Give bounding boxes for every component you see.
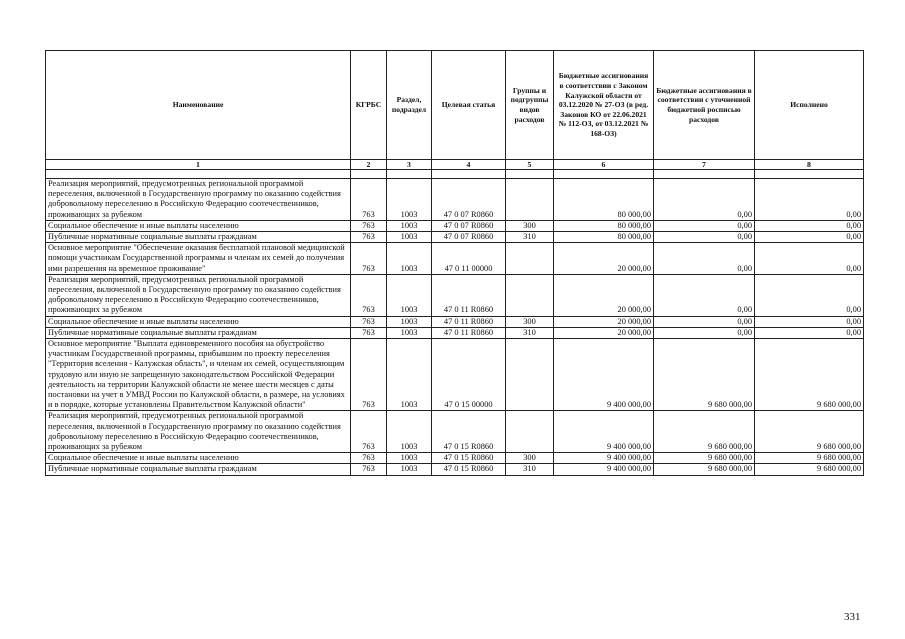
cell-refined: 0,00 [654, 316, 755, 327]
cell-group: 310 [506, 327, 554, 338]
cell-article: 47 0 11 R0860 [432, 327, 506, 338]
cell-section: 1003 [387, 274, 432, 316]
cell-executed: 9 680 000,00 [755, 464, 864, 475]
cell-section: 1003 [387, 327, 432, 338]
cell-executed: 0,00 [755, 316, 864, 327]
table-row [46, 232, 864, 243]
cell-approved: 20 000,00 [554, 316, 654, 327]
header-executed: Исполнено [755, 51, 864, 160]
cell-kgrbs: 763 [351, 411, 387, 453]
header-article: Целевая статья [432, 51, 506, 160]
cell-executed: 9 680 000,00 [755, 453, 864, 464]
cell-kgrbs: 763 [351, 327, 387, 338]
cell-article: 47 0 15 R0860 [432, 464, 506, 475]
cell-section: 1003 [387, 316, 432, 327]
spacer-cell [755, 170, 864, 179]
cell-section: 1003 [387, 243, 432, 275]
cell-refined: 0,00 [654, 220, 755, 231]
cell-group: 310 [506, 232, 554, 243]
spacer-row [46, 170, 864, 179]
cell-article: 47 0 15 R0860 [432, 453, 506, 464]
cell-refined: 9 680 000,00 [654, 453, 755, 464]
cell-name: Социальное обеспечение и иные выплаты населению [46, 453, 351, 464]
cell-kgrbs: 763 [351, 232, 387, 243]
cell-kgrbs: 763 [351, 339, 387, 411]
cell-name: Публичные нормативные социальные выплаты гражданам [46, 327, 351, 338]
page-number: 331 [844, 611, 861, 623]
header-row [46, 51, 864, 160]
cell-refined: 0,00 [654, 232, 755, 243]
cell-article: 47 0 07 R0860 [432, 179, 506, 221]
column-number: 3 [387, 160, 432, 170]
cell-approved: 9 400 000,00 [554, 339, 654, 411]
cell-kgrbs: 763 [351, 243, 387, 275]
column-number: 4 [432, 160, 506, 170]
cell-name: Реализация мероприятий, предусмотренных региональной программой переселения, включенной в Государственную программу по оказанию содействия добровольному переселению в Российскую Федерацию соотечественников, проживающих за рубежом [46, 411, 351, 453]
header-groups: Группы и подгруппы видов расходов [506, 51, 554, 160]
cell-group: 300 [506, 220, 554, 231]
cell-article: 47 0 11 00000 [432, 243, 506, 275]
cell-section: 1003 [387, 339, 432, 411]
spacer-cell [506, 170, 554, 179]
table-row [46, 316, 864, 327]
cell-executed: 9 680 000,00 [755, 411, 864, 453]
cell-executed: 0,00 [755, 232, 864, 243]
cell-approved: 9 400 000,00 [554, 453, 654, 464]
cell-refined: 0,00 [654, 327, 755, 338]
cell-refined: 0,00 [654, 274, 755, 316]
cell-group: 300 [506, 316, 554, 327]
cell-section: 1003 [387, 232, 432, 243]
cell-kgrbs: 763 [351, 274, 387, 316]
cell-article: 47 0 07 R0860 [432, 232, 506, 243]
column-number: 2 [351, 160, 387, 170]
cell-section: 1003 [387, 411, 432, 453]
column-number: 6 [554, 160, 654, 170]
cell-executed: 0,00 [755, 243, 864, 275]
cell-refined: 9 680 000,00 [654, 411, 755, 453]
cell-group: 310 [506, 464, 554, 475]
cell-kgrbs: 763 [351, 179, 387, 221]
cell-name: Реализация мероприятий, предусмотренных региональной программой переселения, включенной в Государственную программу по оказанию содействия добровольному переселению в Российскую Федерацию соотечественников, проживающих за рубежом [46, 179, 351, 221]
column-number-row [46, 160, 864, 170]
cell-article: 47 0 07 R0860 [432, 220, 506, 231]
cell-approved: 20 000,00 [554, 243, 654, 275]
table-row [46, 453, 864, 464]
cell-kgrbs: 763 [351, 316, 387, 327]
cell-article: 47 0 15 R0860 [432, 411, 506, 453]
cell-executed: 0,00 [755, 179, 864, 221]
cell-kgrbs: 763 [351, 464, 387, 475]
cell-name: Социальное обеспечение и иные выплаты населению [46, 316, 351, 327]
cell-approved: 80 000,00 [554, 220, 654, 231]
cell-kgrbs: 763 [351, 220, 387, 231]
cell-name: Реализация мероприятий, предусмотренных региональной программой переселения, включенной в Государственную программу по оказанию содействия добровольному переселению в Российскую Федерацию соотечественников, проживающих за рубежом [46, 274, 351, 316]
cell-name: Социальное обеспечение и иные выплаты населению [46, 220, 351, 231]
table-row [46, 243, 864, 275]
column-number: 5 [506, 160, 554, 170]
table-row [46, 339, 864, 411]
cell-group [506, 411, 554, 453]
cell-group [506, 179, 554, 221]
budget-table [45, 50, 864, 476]
table-row [46, 179, 864, 221]
cell-executed: 0,00 [755, 327, 864, 338]
cell-section: 1003 [387, 179, 432, 221]
cell-section: 1003 [387, 220, 432, 231]
column-number: 7 [654, 160, 755, 170]
cell-article: 47 0 11 R0860 [432, 274, 506, 316]
spacer-cell [432, 170, 506, 179]
spacer-cell [654, 170, 755, 179]
cell-approved: 80 000,00 [554, 179, 654, 221]
cell-approved: 20 000,00 [554, 274, 654, 316]
cell-refined: 9 680 000,00 [654, 464, 755, 475]
header-refined: Бюджетные ассигнования в соответствии с уточненной бюджетной росписью расходов [654, 51, 755, 160]
spacer-cell [387, 170, 432, 179]
cell-executed: 9 680 000,00 [755, 339, 864, 411]
spacer-cell [351, 170, 387, 179]
cell-approved: 9 400 000,00 [554, 411, 654, 453]
cell-section: 1003 [387, 453, 432, 464]
cell-approved: 9 400 000,00 [554, 464, 654, 475]
column-number: 1 [46, 160, 351, 170]
cell-name: Основное мероприятие "Выплата единовременного пособия на обустройство участникам Государственной программы, прибывшим по проекту переселения "Территория вселения - Калужская область", и членам их семей, осуществляющим трудовую или иную не запрещенную законодательством Российской Федерации деятельность на территории Калужской области не менее шести месяцев с даты постановки на учет в УМВД России по Калужской области, в размере, на условиях и в порядке, которые установлены Правительством Калужской области" [46, 339, 351, 411]
cell-name: Основное мероприятие "Обеспечение оказания бесплатной плановой медицинской помощи участникам Государственной программы и членам их семей до получения ими разрешения на временное проживание" [46, 243, 351, 275]
cell-approved: 20 000,00 [554, 327, 654, 338]
cell-name: Публичные нормативные социальные выплаты гражданам [46, 232, 351, 243]
header-name: Наименование [46, 51, 351, 160]
table-body [46, 170, 864, 476]
cell-group: 300 [506, 453, 554, 464]
header-section: Раздел, подраздел [387, 51, 432, 160]
table-row [46, 327, 864, 338]
cell-section: 1003 [387, 464, 432, 475]
cell-group [506, 274, 554, 316]
spacer-cell [46, 170, 351, 179]
cell-executed: 0,00 [755, 274, 864, 316]
cell-kgrbs: 763 [351, 453, 387, 464]
cell-group [506, 243, 554, 275]
table-row [46, 274, 864, 316]
table-row [46, 220, 864, 231]
cell-executed: 0,00 [755, 220, 864, 231]
table-row [46, 464, 864, 475]
cell-article: 47 0 15 00000 [432, 339, 506, 411]
cell-article: 47 0 11 R0860 [432, 316, 506, 327]
cell-refined: 0,00 [654, 179, 755, 221]
cell-refined: 0,00 [654, 243, 755, 275]
header-kgrbs: КГРБС [351, 51, 387, 160]
table-row [46, 411, 864, 453]
column-number: 8 [755, 160, 864, 170]
cell-group [506, 339, 554, 411]
cell-approved: 80 000,00 [554, 232, 654, 243]
header-approved: Бюджетные ассигнования в соответствии с Законом Калужской области от 03.12.2020 № 27-ОЗ (в ред. Законов КО от 22.06.2021 № 112-ОЗ, от 03.12.2021 № 168-ОЗ) [554, 51, 654, 160]
cell-refined: 9 680 000,00 [654, 339, 755, 411]
spacer-cell [554, 170, 654, 179]
cell-name: Публичные нормативные социальные выплаты гражданам [46, 464, 351, 475]
